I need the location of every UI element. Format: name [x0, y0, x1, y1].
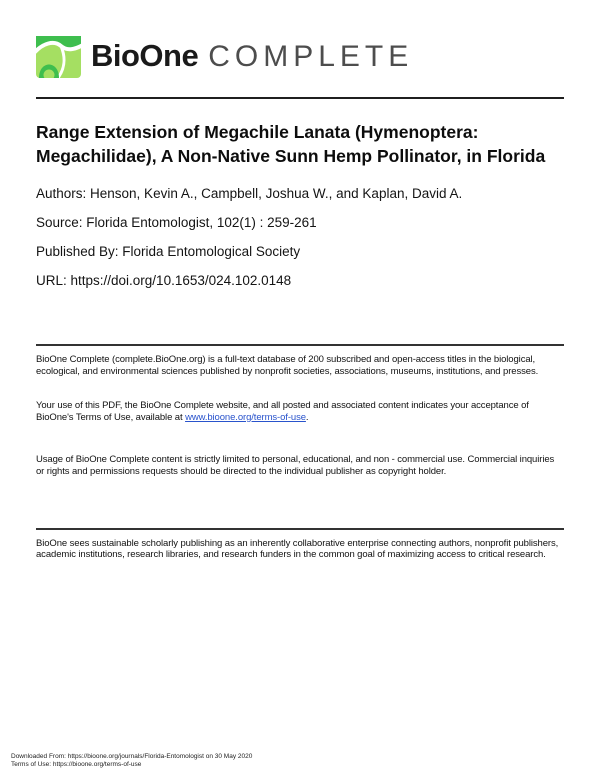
about-paragraph: BioOne Complete (complete.BioOne.org) is a full-text database of 200 subscribed and open-access titles in the biological, ecological, and environmental sciences published by nonprofit societies, associations, museums, institutions, and presses. — [36, 354, 539, 377]
section-divider-bottom — [36, 528, 564, 530]
terms-paragraph — [36, 400, 564, 423]
article-source: Source: Florida Entomologist, 102(1) : 259-261 — [36, 215, 317, 230]
footer — [11, 753, 252, 769]
article-publisher: Published By: Florida Entomological Society — [36, 244, 301, 259]
mission-paragraph: BioOne sees sustainable scholarly publishing as an inherently collaborative enterprise connecting authors, nonprofit publishers, academic institutions, research libraries, and research funders in the common goal of maximizing access to critical research. — [36, 537, 559, 561]
usage-paragraph: Usage of BioOne Complete content is strictly limited to personal, educational, and non - commercial use. Commercial inquiries or rights and permissions requests should be directed to the individual publisher as copyright holder. — [36, 454, 555, 477]
brand-suffix: COMPLETE — [208, 40, 414, 73]
bioone-logo — [36, 0, 564, 78]
header — [36, 0, 564, 99]
brand-wordmark — [91, 35, 413, 78]
header-divider — [36, 97, 564, 99]
section-divider-top — [36, 344, 564, 346]
terms-of-use-link[interactable]: www.bioone.org/terms-of-use — [185, 411, 306, 423]
terms-text-before: Your use of this PDF, the BioOne Complete website, and all posted and associated content indicates your acceptance of BioOne's Terms of Use, available at — [36, 400, 529, 423]
brand-name: BioOne — [91, 38, 199, 73]
footer-downloaded-from: Downloaded From: https://bioone.org/journals/Florida-Entomologist on 30 May 2020 — [11, 753, 253, 760]
article-title: Range Extension of Megachile Lanata (Hymenoptera: Megachilidae), A Non-Native Sunn Hemp Pollinator, in Florida — [36, 122, 546, 166]
article-authors: Authors: Henson, Kevin A., Campbell, Joshua W., and Kaplan, David A. — [36, 186, 463, 201]
article-info — [36, 120, 564, 561]
article-doi-url: URL: https://doi.org/10.1653/024.102.0148 — [36, 273, 292, 288]
footer-terms-of-use: Terms of Use: https://bioone.org/terms-of-use — [11, 761, 142, 768]
terms-text-after: . — [305, 411, 309, 423]
bioone-leaf-icon — [36, 36, 81, 78]
